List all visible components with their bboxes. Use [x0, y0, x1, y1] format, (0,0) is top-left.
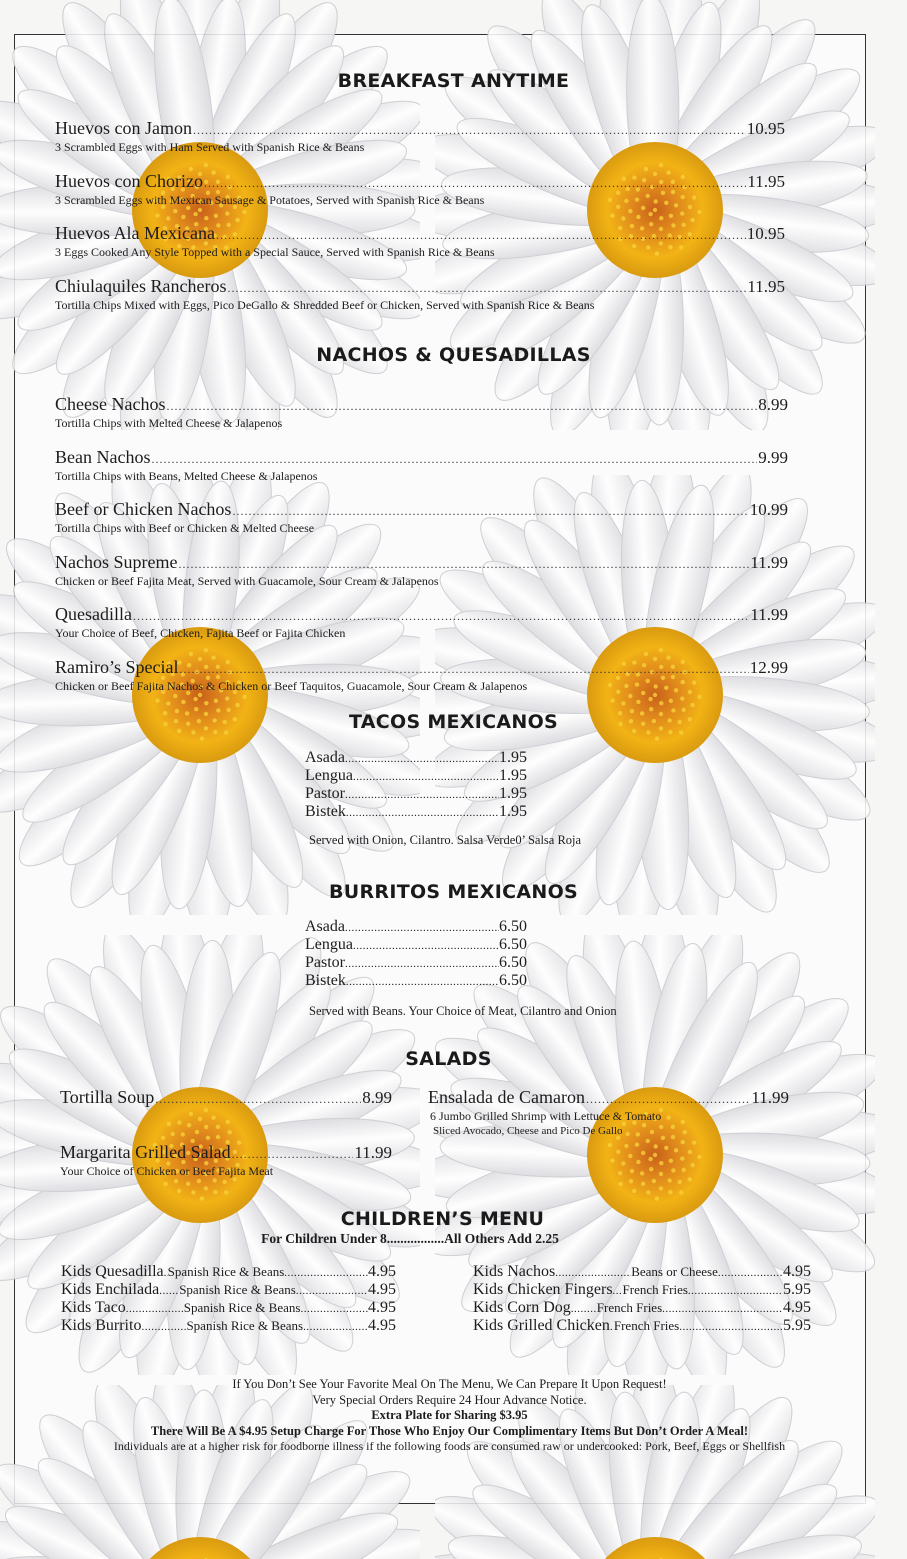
list-item — [473, 1281, 811, 1299]
item-name: Asada — [305, 749, 345, 766]
footer-line: Very Special Orders Require 24 Hour Advance Notice. — [312, 1392, 587, 1407]
item-side: French Fries — [613, 1318, 680, 1333]
section-title-tacos: TACOS MEXICANOS — [348, 711, 559, 733]
kids-list-right — [473, 1263, 811, 1335]
item-name: Kids Nachos — [473, 1263, 556, 1280]
item-side: Spanish Rice & Beans — [183, 1300, 301, 1315]
item-name: Huevos con Chorizo — [55, 171, 203, 191]
item-name: Lengua — [305, 936, 353, 953]
item-description: Chicken or Beef Fajita Nachos & Chicken or Beef Taquitos, Guacamole, Sour Cream & Jalapenos — [55, 679, 528, 693]
item-name: Cheese Nachos — [55, 394, 166, 414]
item-description: 3 Scrambled Eggs with Mexican Sausage & Potatoes, Served with Spanish Rice & Beans — [55, 193, 485, 207]
menu-item — [55, 118, 785, 155]
item-name: Chiulaquiles Rancheros — [55, 276, 227, 296]
item-name: Tortilla Soup — [60, 1087, 155, 1107]
item-price: 11.99 — [750, 553, 788, 572]
tacos-list — [305, 749, 527, 821]
list-item — [305, 767, 527, 785]
item-price: 8.99 — [362, 1088, 392, 1107]
list-item — [61, 1263, 396, 1281]
menu-item — [60, 1142, 392, 1179]
list-item — [305, 954, 527, 972]
item-description: Chicken or Beef Fajita Meat, Served with Guacamole, Sour Cream & Jalapenos — [55, 574, 439, 588]
item-description: Tortilla Chips with Beans, Melted Cheese & Jalapenos — [55, 469, 318, 483]
item-name: Kids Burrito — [61, 1317, 142, 1334]
item-price: 6.50 — [499, 918, 527, 935]
item-name: Ensalada de Camaron — [428, 1087, 585, 1107]
item-price: 4.95 — [368, 1299, 396, 1316]
item-price: 9.99 — [758, 448, 788, 467]
menu-item — [55, 657, 788, 694]
item-price: 4.95 — [783, 1263, 811, 1280]
item-price: 8.99 — [758, 395, 788, 414]
item-description: Your Choice of Chicken or Beef Fajita Meat — [60, 1164, 274, 1178]
item-name: Bistek — [305, 803, 346, 820]
item-price: 1.95 — [499, 767, 527, 784]
menu-item — [55, 171, 785, 208]
item-price: 11.99 — [750, 605, 788, 624]
item-description: 3 Eggs Cooked Any Style Topped with a Special Sauce, Served with Spanish Rice & Beans — [55, 245, 495, 259]
item-price: 12.99 — [749, 658, 788, 677]
item-name: Ramiro’s Special — [55, 657, 179, 677]
menu-item — [55, 223, 785, 260]
item-price: 6.50 — [499, 954, 527, 971]
list-item — [305, 785, 527, 803]
footer-line: There Will Be A $4.95 Setup Charge For Those Who Enjoy Our Complimentary Items But Don’t Order A Meal! — [150, 1423, 749, 1438]
footer-line: Extra Plate for Sharing $3.95 — [371, 1408, 528, 1422]
item-name: Bean Nachos — [55, 447, 151, 467]
list-item — [305, 918, 527, 936]
list-item — [61, 1317, 396, 1335]
item-description: Tortilla Chips with Melted Cheese & Jalapenos — [55, 416, 283, 430]
item-name: Kids Chicken Fingers — [473, 1281, 613, 1298]
section-title-kids: CHILDREN’S MENU — [340, 1208, 545, 1230]
section-title-burritos: BURRITOS MEXICANOS — [328, 881, 579, 903]
menu-item — [55, 276, 785, 313]
item-name: Beef or Chicken Nachos — [55, 499, 232, 519]
item-price: 1.95 — [499, 749, 527, 766]
burritos-list — [305, 918, 527, 990]
list-item — [473, 1263, 811, 1281]
item-description: Sliced Avocado, Cheese and Pico De Gallo — [433, 1125, 623, 1137]
footer-notes — [0, 1377, 903, 1455]
item-description: Your Choice of Beef, Chicken, Fajita Beef or Fajita Chicken — [55, 626, 346, 640]
section-title-nachos: NACHOS & QUESADILLAS — [316, 344, 591, 366]
menu-item — [55, 604, 788, 641]
item-name: Nachos Supreme — [55, 552, 178, 572]
item-side: Spanish Rice & Beans — [167, 1264, 285, 1279]
item-name: Kids Quesadilla — [61, 1263, 164, 1280]
section-title-breakfast: BREAKFAST ANYTIME — [337, 70, 570, 92]
burritos-note: Served with Beans. Your Choice of Meat, Cilantro and Onion — [309, 1004, 617, 1018]
item-side: French Fries — [596, 1300, 663, 1315]
item-description: Tortilla Chips Mixed with Eggs, Pico DeGallo & Shredded Beef or Chicken, Served with Spanish Rice & Beans — [55, 298, 595, 312]
footer-line: If You Don’t See Your Favorite Meal On The Menu, We Can Prepare It Upon Request! — [232, 1377, 667, 1391]
item-price: 5.95 — [783, 1317, 811, 1334]
item-price: 11.99 — [751, 1088, 789, 1107]
item-price: 11.99 — [354, 1143, 392, 1162]
item-price: 11.95 — [747, 277, 785, 296]
tacos-note: Served with Onion, Cilantro. Salsa Verde0’ Salsa Roja — [309, 833, 582, 847]
item-side: Beans or Cheese — [631, 1264, 718, 1279]
item-price: 4.95 — [783, 1299, 811, 1316]
item-description: 3 Scrambled Eggs with Ham Served with Spanish Rice & Beans — [55, 140, 365, 154]
footer-line: Individuals are at a higher risk for foodborne illness if the following foods are consumed raw or undercooked: Pork, Beef, Eggs or Shellfish — [113, 1439, 786, 1453]
item-price: 1.95 — [499, 803, 527, 820]
item-price: 6.50 — [499, 972, 527, 989]
item-name: Pastor — [305, 785, 345, 802]
list-item — [305, 803, 527, 821]
item-name: Pastor — [305, 954, 345, 971]
item-name: Kids Corn Dog — [473, 1299, 571, 1316]
item-price: 1.95 — [499, 785, 527, 802]
item-name: Bistek — [305, 972, 346, 989]
item-name: Margarita Grilled Salad — [60, 1142, 231, 1162]
kids-subtitle: For Children Under 8.................All Others Add 2.25 — [261, 1231, 559, 1246]
menu-item — [55, 447, 788, 484]
item-side: Spanish Rice & Beans — [186, 1318, 304, 1333]
menu-item — [428, 1087, 789, 1137]
kids-list-left — [61, 1263, 396, 1335]
item-description: 6 Jumbo Grilled Shrimp with Lettuce & Tomato — [430, 1109, 662, 1123]
section-title-salads: SALADS — [405, 1048, 492, 1070]
menu-item — [55, 499, 788, 536]
item-name: Huevos con Jamon — [55, 118, 192, 138]
item-name: Kids Grilled Chicken — [473, 1317, 610, 1334]
item-side: French Fries — [622, 1282, 688, 1297]
item-name: Kids Taco — [61, 1299, 126, 1316]
item-description: Tortilla Chips with Beef or Chicken & Melted Cheese — [55, 521, 315, 535]
item-name: Kids Enchilada — [61, 1281, 160, 1298]
list-item — [305, 749, 527, 767]
list-item — [473, 1299, 811, 1317]
item-price: 10.99 — [749, 500, 788, 519]
item-price: 4.95 — [368, 1281, 396, 1298]
item-price: 11.95 — [747, 172, 785, 191]
item-price: 10.95 — [746, 224, 785, 243]
item-name: Huevos Ala Mexicana — [55, 223, 215, 243]
list-item — [61, 1299, 396, 1317]
menu-item — [60, 1087, 392, 1108]
menu-item — [55, 552, 788, 589]
item-price: 4.95 — [368, 1263, 396, 1280]
item-price: 6.50 — [499, 936, 527, 953]
item-price: 10.95 — [746, 119, 785, 138]
list-item — [305, 936, 527, 954]
list-item — [305, 972, 527, 990]
list-item — [61, 1281, 396, 1299]
list-item — [473, 1317, 811, 1335]
item-price: 5.95 — [783, 1281, 811, 1298]
item-price: 4.95 — [368, 1317, 396, 1334]
menu-item — [55, 394, 788, 431]
item-name: Lengua — [305, 767, 353, 784]
item-name: Asada — [305, 918, 345, 935]
item-side: Spanish Rice & Beans — [179, 1282, 296, 1297]
item-name: Quesadilla — [55, 604, 132, 624]
